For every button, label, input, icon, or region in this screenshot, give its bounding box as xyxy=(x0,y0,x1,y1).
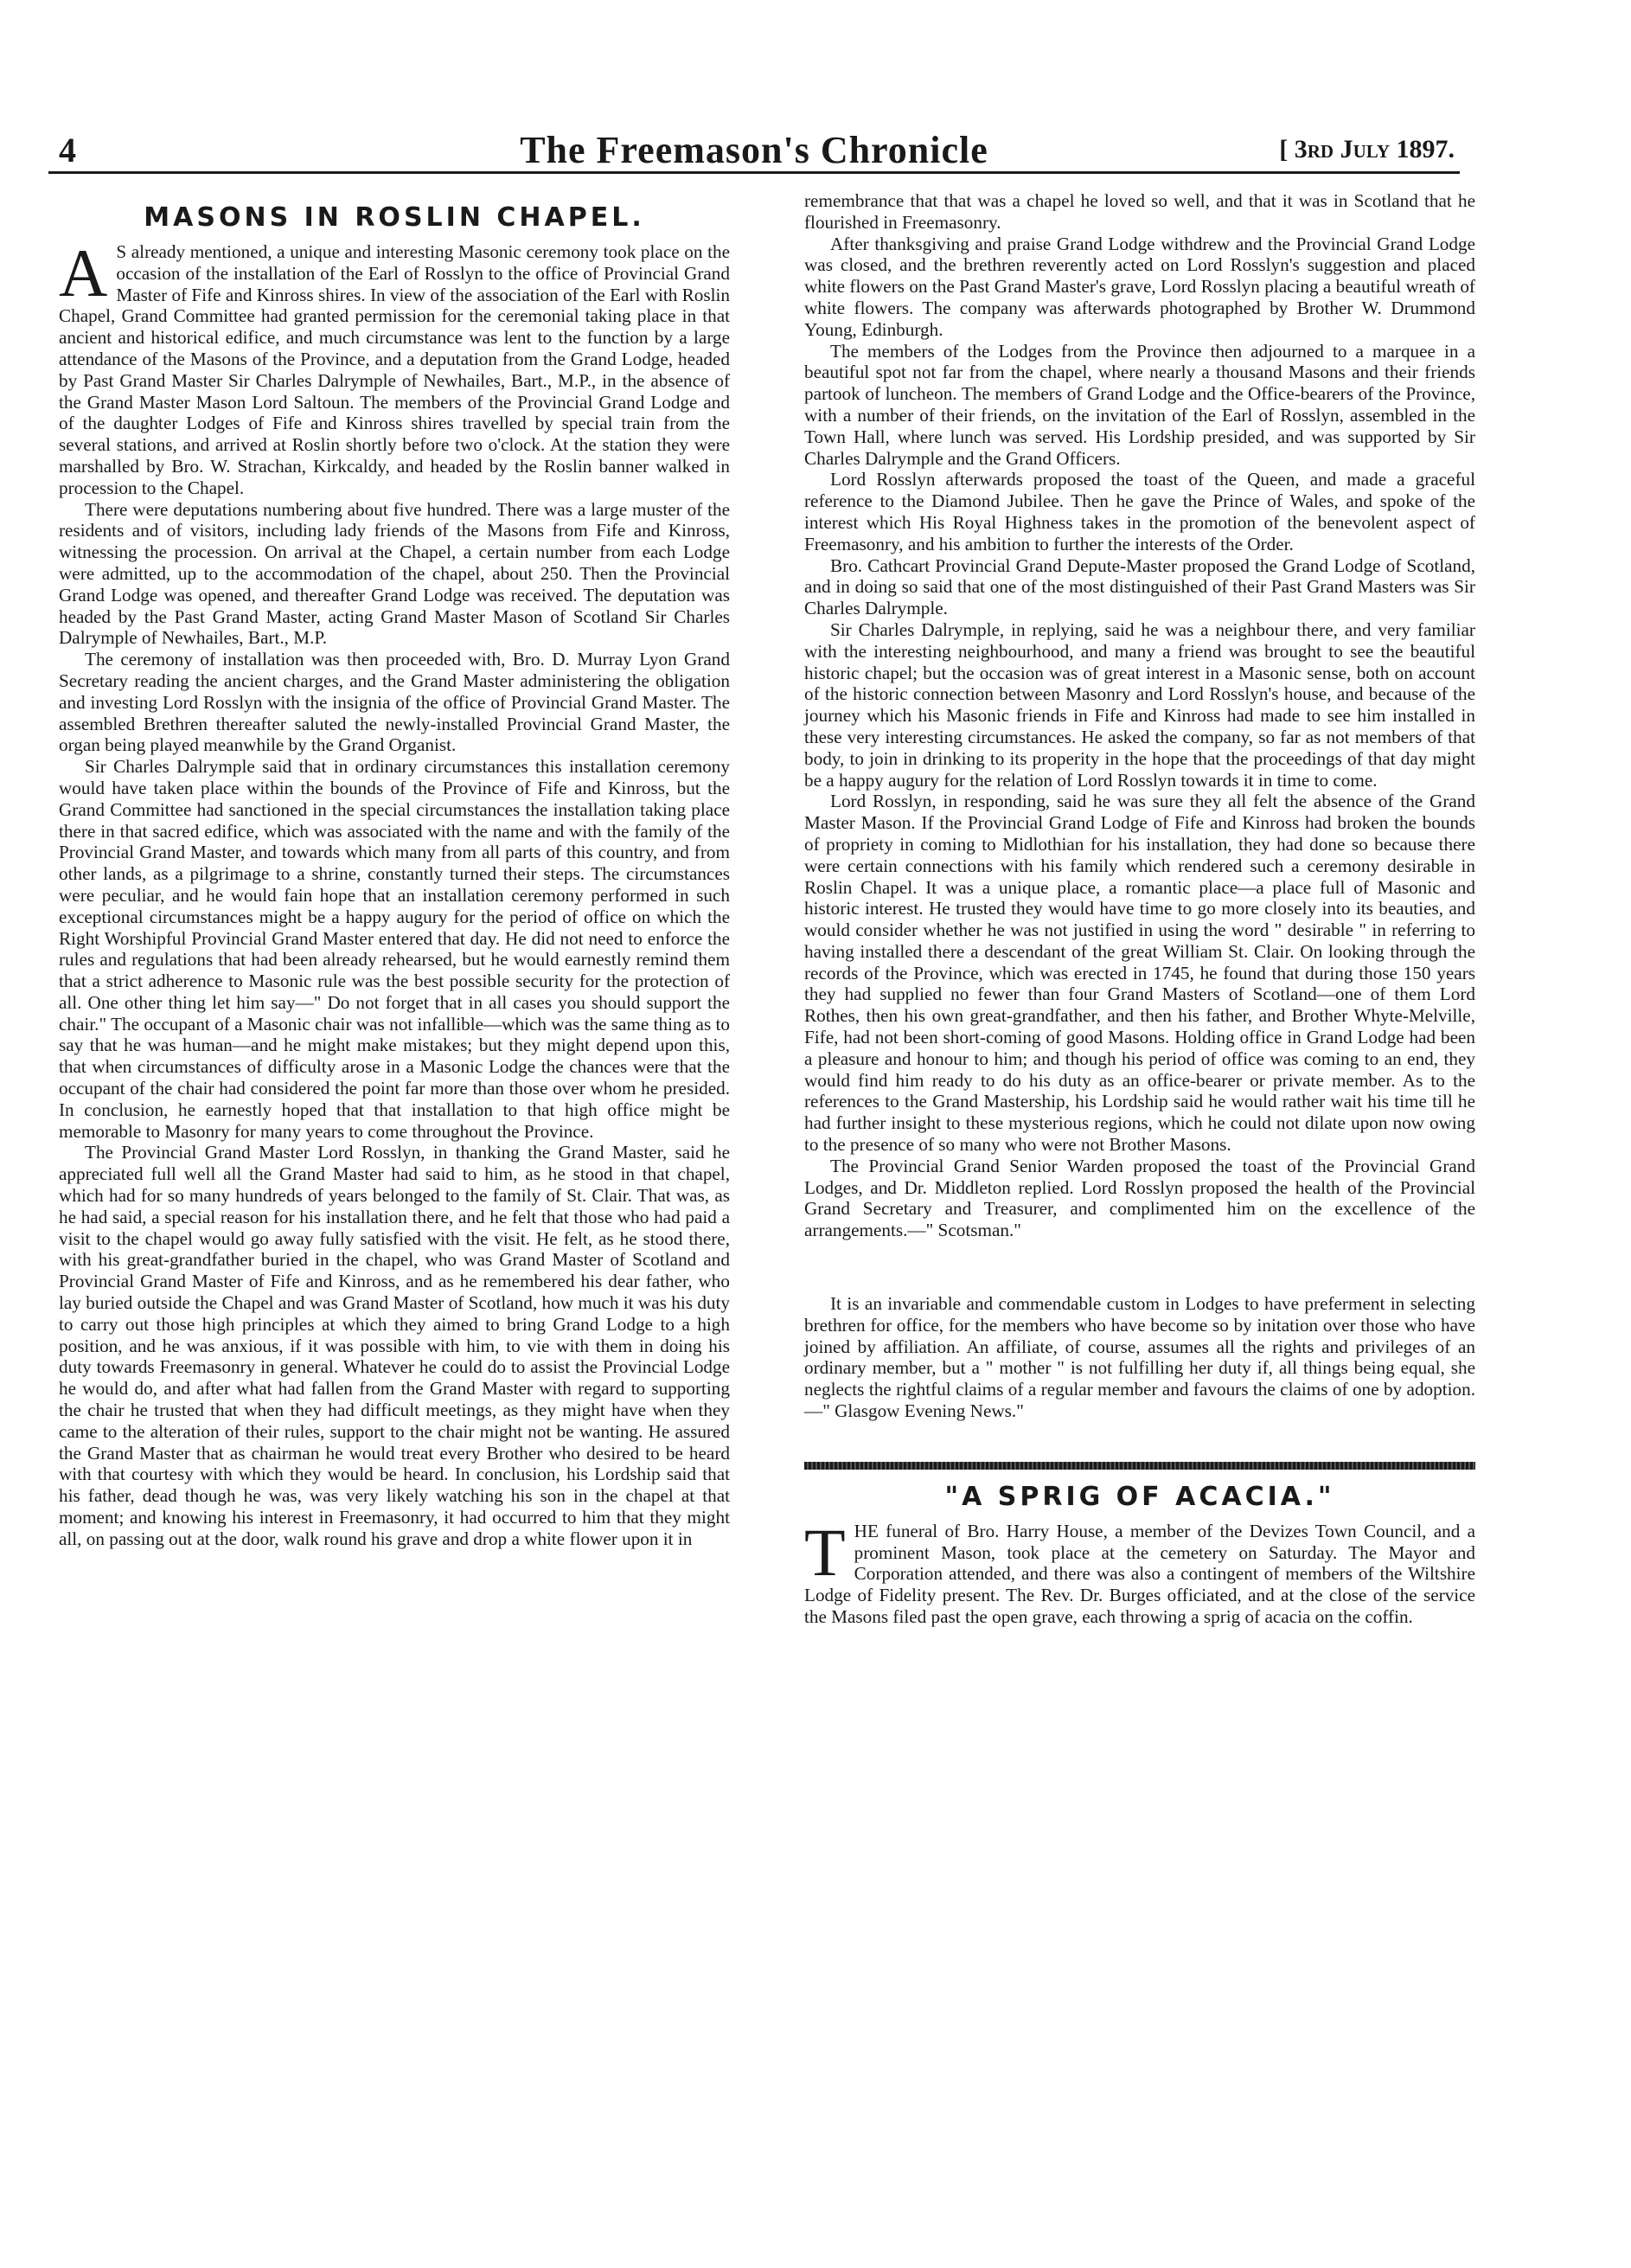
right-column xyxy=(804,190,1475,1628)
paragraph: Bro. Cathcart Provincial Grand Depute-Master proposed the Grand Lodge of Scotland, and in doing so said that one of the most distinguished of their Past Grand Masters was Sir Charles Dalrymple. xyxy=(804,554,1475,619)
paragraph: Lord Rosslyn afterwards proposed the toast of the Queen, and made a graceful reference to the Diamond Jubilee. Then he gave the Prince of Wales, and spoke of the interest which His Royal Highness takes in the promotion of the benevolent aspect of Freemasonry, and his ambition to further the interests of the Order. xyxy=(804,469,1475,554)
paragraph: There were deputations numbering about five hundred. There was a large muster of the residents and of visitors, including lady friends of the Masons from Fife and Kinross, witnessing the procession. On arrival at the Chapel, a certain number from each Lodge were admitted, up to the accommodation of the chapel, about 250. Then the Provincial Grand Lodge was opened, and thereafter Grand Lodge was received. The deputation was headed by the Past Grand Master, acting Grand Master Mason of Scotland Sir Charles Dalrymple of Newhailes, Bart., M.P. xyxy=(59,498,730,649)
separator-rule xyxy=(804,1462,1475,1470)
left-column xyxy=(59,190,730,1550)
paragraph: After thanksgiving and praise Grand Lodge withdrew and the Provincial Grand Lodge was closed, and the brethren reverently acted on Lord Rosslyn's suggestion and placed white flowers on the Past Grand Master's grave, Lord Rosslyn placing a beautiful wreath of white flowers. The company was afterwards photographed by Brother W. Drummond Young, Edinburgh. xyxy=(804,233,1475,340)
paragraph: Lord Rosslyn, in responding, said he was sure they all felt the absence of the Grand Master Mason. If the Provincial Grand Lodge of Fife and Kinross had broken the bounds of propriety in coming to Midlothian for his installation, they had done so because there were certain connections with his family which rendered such a ceremony desirable in Roslin Chapel. It was a unique place, a romantic place—a place full of Masonic and historic interest. He trusted they would have time to go more closely into its beauties, and would consider whether he was not justified in using the word " desirable " in referring to having installed there a descendant of the great William St. Clair. On looking through the records of the Province, which was erected in 1745, he found that during those 150 years they had supplied no fewer than four Grand Masters of Scotland—one of them Lord Rothes, then his own great-grandfather, and then his father, and Brother Whyte-Melville, Fife, had not been short-coming of good Masons. Holding office in Grand Lodge had been a pleasure and honour to him; and though his period of office was coming to an end, they would find him ready to do his duty as an office-bearer or private member. As to the references to the Grand Mastership, his Lordship said he would rather wait his time till he had further insight to these mysterious regions, which he could not dilate upon now owing to the presence of so many who were not Brother Masons. xyxy=(804,791,1475,1156)
paragraph: Sir Charles Dalrymple said that in ordinary circumstances this installation ceremony would have taken place within the bounds of the Province of Fife and Kinross, but the Grand Committee had sanctioned in the special circumstances the installation taking place there in that sacred edifice, which was associated with the name and with the family of the Provincial Grand Master, and towards which many from all parts of this country, and from other lands, as a pilgrimage to a shrine, constantly turned their steps. The circumstances were peculiar, and he would fain hope that an installation ceremony performed in such exceptional circumstances might be a happy augury for the period of office on which the Right Worshipful Provincial Grand Master entered that day. He did not need to enforce the rules and regulations that had been already rehearsed, but he would earnestly remind them that a strict adherence to Masonic rule was the best possible security for the protection of all. One other thing let him say—" Do not forget that in all cases you should support the chair." The occupant of a Masonic chair was not infallible—which was the same thing as to say that he was human—and he might make mistakes; but they might depend upon this, that when circumstances of difficulty arose in a Masonic Lodge the chances were that the occupant of the chair had considered the point far more than those over whom he presided. In conclusion, he earnestly hoped that that installation to that high office might be memorable to Masonry for many years to come throughout the Province. xyxy=(59,756,730,1142)
page-number: 4 xyxy=(59,131,76,170)
paragraph xyxy=(804,1514,1475,1628)
paragraph: It is an invariable and commendable custom in Lodges to have preferment in selecting brethren for office, for the members who have become so by initation over those who have joined by affiliation. An affiliate, of course, assumes all the rights and privileges of an ordinary member, but a " mother " is not fulfilling her duty if, all things being equal, she neglects the rightful claims of a regular member and favours the claims of one by adoption.—" Glasgow Evening News." xyxy=(804,1293,1475,1422)
paragraph-text: HE funeral of Bro. Harry House, a member of the Devizes Town Council, and a prominent Mason, took place at the cemetery on Saturday. The Mayor and Corporation attended, and there was also a contingent of members of the Wiltshire Lodge of Fidelity present. The Rev. Dr. Burges officiated, and at the close of the service the Masons filed past the open grave, each throwing a sprig of acacia on the coffin. xyxy=(804,1520,1475,1628)
masthead: The Freemason's Chronicle xyxy=(520,129,988,171)
paragraph: The Provincial Grand Senior Warden proposed the toast of the Provincial Grand Lodges, and Dr. Middleton replied. Lord Rosslyn proposed the health of the Provincial Grand Secretary and Treasurer, and complimented him on the excellence of the arrangements.—" Scotsman." xyxy=(804,1155,1475,1241)
drop-cap: T xyxy=(804,1514,846,1590)
paragraph: remembrance that that was a chapel he loved so well, and that it was in Scotland that he flourished in Freemasonry. xyxy=(804,190,1475,233)
spacer xyxy=(804,1241,1475,1293)
paragraph xyxy=(59,235,730,499)
page-header xyxy=(48,128,1460,174)
drop-cap: A xyxy=(59,235,108,311)
paragraph: The members of the Lodges from the Province then adjourned to a marquee in a beautiful spot not far from the chapel, where nearly a thousand Masons and their friends partook of luncheon. The members of Grand Lodge and the Office-bearers of the Province, with a number of their friends, on the invitation of the Earl of Rosslyn, assembled in the Town Hall, where lunch was served. His Lordship presided, and was supported by Sir Charles Dalrymple and the Grand Officers. xyxy=(804,340,1475,469)
article-title-acacia: "A SPRIG OF ACACIA." xyxy=(944,1481,1335,1512)
article-title-roslin: MASONS IN ROSLIN CHAPEL. xyxy=(144,202,645,233)
paragraph-text: S already mentioned, a unique and interesting Masonic ceremony took place on the occasion of the installation of the Earl of Rosslyn to the office of Provincial Grand Master of Fife and Kinross shires. In view of the association of the Earl with Roslin Chapel, Grand Committee had granted permission for the ceremonial taking place in that ancient and historical edifice, and much circumstance was lent to the function by a large attendance of the Masons of the Province, and a deputation from the Grand Lodge, headed by Past Grand Master Sir Charles Dalrymple of Newhailes, Bart., M.P., in the absence of the Grand Master Mason Lord Saltoun. The members of the Provincial Grand Lodge and of the daughter Lodges of Fife and Kinross shires travelled by special train from the several stations, and arrived at Roslin shortly before two o'clock. At the station they were marshalled by Bro. W. Strachan, Kirkcaldy, and headed by the Roslin banner walked in procession to the Chapel. xyxy=(59,241,730,498)
paragraph: Sir Charles Dalrymple, in replying, said he was a neighbour there, and very familiar with the interesting neighbourhood, and many a friend was brought to see the beautiful historic chapel; but the occasion was of great interest in a Masonic sense, both on account of the historic connection between Masonry and Lord Rosslyn's house, and because of the journey which his Masonic friends in Fife and Kinross had made to see him installed in these very interesting circumstances. He asked the company, so far as not members of that body, to join in drinking to its properity in the hope that the proceedings of that day might be a happy augury for the relation of Lord Rosslyn towards it in time to come. xyxy=(804,618,1475,791)
paragraph: The ceremony of installation was then proceeded with, Bro. D. Murray Lyon Grand Secretary reading the ancient charges, and the Grand Master administering the obligation and investing Lord Rosslyn with the insignia of the office of Provincial Grand Master. The assembled Brethren thereafter saluted the newly-installed Provincial Grand Master, the organ being played meanwhile by the Grand Organist. xyxy=(59,649,730,756)
paragraph: The Provincial Grand Master Lord Rosslyn, in thanking the Grand Master, said he appreciated full well all the Grand Master had said to him, as he stood in that chapel, which had for so many hundreds of years belonged to the family of St. Clair. That was, as he had said, a special reason for his installation there, and he felt that those who had paid a visit to the chapel would go away fully satisfied with the visit. He felt, as he stood there, with his great-grandfather buried in the chapel, who was Grand Master of Scotland and Provincial Grand Master of Fife and Kinross, and as he remembered his dear father, who lay buried outside the Chapel and was Grand Master of Scotland, how much it was his duty to carry out those high principles at which they aimed to bring Grand Lodge to a high position, and he was anxious, if it was possible with him, to vie with them in doing his duty towards Freemasonry in general. Whatever he could do to assist the Provincial Lodge he would do, and after what had fallen from the Grand Master with regard to supporting the chair he trusted that when they had difficult meetings, as they might have when they came to the alteration of their rules, support to the chair might not be wanting. He assured the Grand Master that as chairman he would treat every Brother who desired to be heard with that courtesy with which they would be heard. In conclusion, his Lordship said that his father, dead though he was, was very likely watching his son in the chapel at that moment; and knowing his interest in Freemasonry, it had occurred to him that they might all, on passing out at the door, walk round his grave and drop a white flower upon it in xyxy=(59,1142,730,1549)
issue-date: [ 3rd July 1897. xyxy=(1279,135,1455,163)
